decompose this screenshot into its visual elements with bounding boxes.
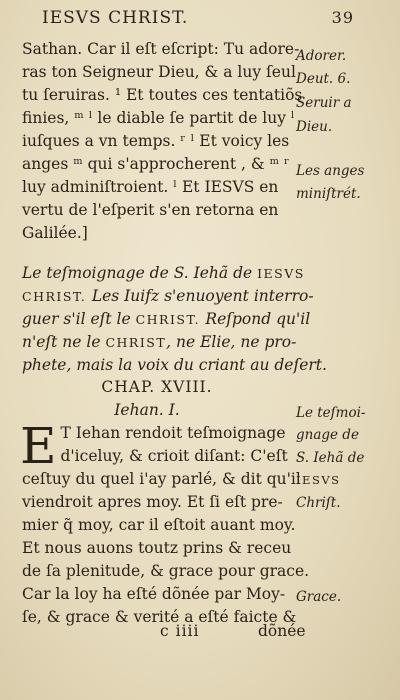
catchword: dõnée [258, 622, 306, 640]
text-line: ceſtuy du quel i'ay parlé, & dit qu'il [22, 470, 301, 488]
running-title: IESVS CHRIST. [42, 8, 189, 28]
drop-cap: E [20, 417, 57, 475]
margin-note: Grace. [296, 589, 342, 605]
argument-line: phete, mais la voix du criant au deſert. [22, 356, 327, 374]
chapter-argument [22, 262, 327, 377]
text-line: ſe, & grace & verité a eſté faicte & [22, 608, 297, 626]
text-line: de ſa plenitude, & grace pour grace. [22, 562, 310, 580]
argument-line: Le teſmoignage de S. Iehã de IESVS [22, 264, 305, 282]
text-line: viendroit apres moy. Et ſi eſt pre- [22, 493, 283, 511]
text-line: mier q̃ moy, car il eſtoit auant moy. [22, 516, 296, 534]
text-line: iuſques a vn temps. ʳ ˡ Et voicy les [22, 132, 290, 150]
signature-mark: c iiii [160, 622, 200, 640]
margin-note: Chriſt. [296, 495, 341, 511]
text-line: Galilée.] [22, 224, 88, 242]
page-number: 39 [331, 8, 354, 27]
margin-note: Dieu. [296, 119, 333, 135]
margin-note: S. Iehã de [296, 450, 365, 466]
chapter-heading: CHAP. XVIII. [101, 378, 213, 396]
chapter-subheading: Iehan. I. [114, 401, 180, 419]
margin-note: Seruir a [296, 95, 352, 111]
text-line: luy adminiſtroient. ˡ Et IESVS en [22, 178, 279, 196]
margin-note: Adorer. [296, 48, 347, 64]
margin-note: IESVS [296, 473, 341, 487]
margin-note: Les anges [296, 163, 365, 179]
text-line: anges ᵐ qui s'approcherent , & ᵐ ʳ [22, 155, 290, 173]
text-block-2 [20, 417, 310, 629]
text-line: T Iehan rendoit teſmoignage [60, 424, 286, 442]
text-line: d'iceluy, & crioit diſant: C'eſt [60, 447, 288, 465]
argument-line: n'eſt ne le CHRIST, ne Elie, ne pro- [22, 333, 297, 351]
margin-note: Deut. 6. [296, 71, 351, 87]
text-line: ras ton Seigneur Dieu, & a luy ſeul [22, 63, 296, 81]
text-line: vertu de l'eſperit s'en retorna en [22, 201, 279, 219]
text-line: Et nous auons toutz prins & receu [22, 539, 292, 557]
text-line: Car la loy ha eſté dõnée par Moy- [22, 585, 286, 603]
text-line: finies, ᵐ ˡ le diable ſe partit de luy ˡ [22, 109, 295, 127]
text-block-1 [22, 38, 303, 268]
argument-line: CHRIST. Les Iuifz s'enuoyent interro- [22, 287, 314, 305]
argument-line: guer s'il eſt le CHRIST. Reſpond qu'il [22, 310, 311, 328]
margin-note: Le teſmoi- [296, 405, 366, 421]
text-line: tu ſeruiras. ¹ Et toutes ces tentatiõs [22, 86, 303, 104]
margin-note: gnage de [296, 427, 359, 443]
text-line: Sathan. Car il eſt eſcript: Tu adore- [22, 40, 300, 58]
margin-note: miniſtrét. [296, 186, 361, 202]
